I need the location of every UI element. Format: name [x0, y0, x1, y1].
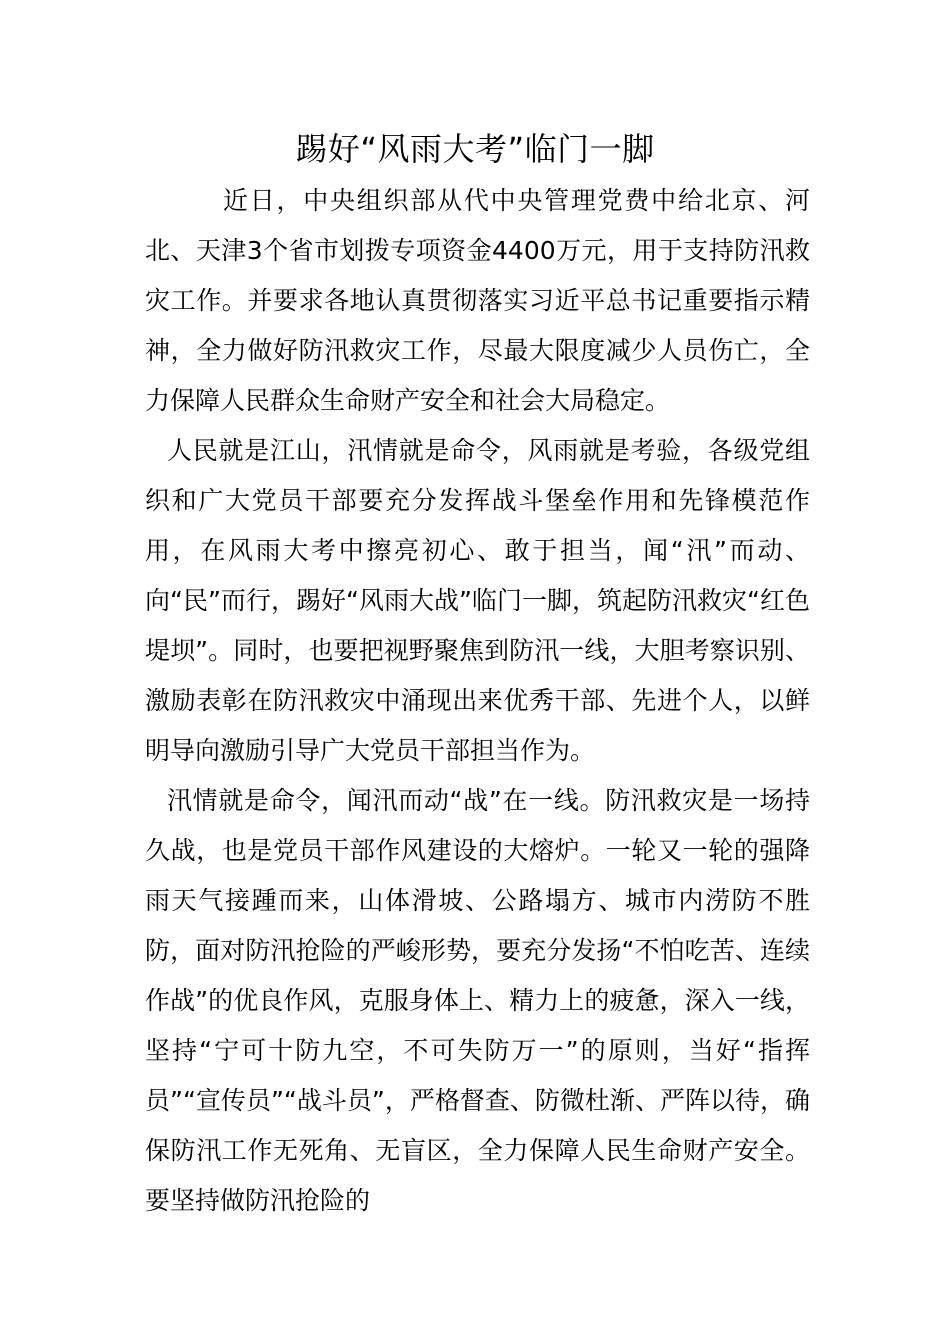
document-body [145, 176, 810, 1226]
document-title: 踢好“风雨大考”临门一脚 [295, 130, 655, 168]
paragraph-3: 汛情就是命令，闻汛而动“战”在一线。防汛救灾是一场持久战，也是党员干部作风建设的大熔炉。一轮又一轮的强降雨天气接踵而来，山体滑坡、公路塌方、城市内涝防不胜防，面对防汛抢险的严峻形势，要充分发扬“不怕吃苦、连续作战”的优良作风，克服身体上、精力上的疲惫，深入一线，坚持“宁可十防九空，不可失防万一”的原则，当好“指挥员”“宣传员”“战斗员”，严格督查、防微杜渐、严阵以待，确保防汛工作无死角、无盲区，全力保障人民生命财产安全。要坚持做防汛抢险的 [145, 786, 810, 1215]
paragraph-2: 人民就是江山，汛情就是命令，风雨就是考验，各级党组织和广大党员干部要充分发挥战斗堡垒作用和先锋模范作用，在风雨大考中擦亮初心、敢于担当，闻“汛”而动、向“民”而行，踢好“风雨大战”临门一脚，筑起防汛救灾“红色堤坝”。同时，也要把视野聚焦到防汛一线，大胆考察识别、激励表彰在防汛救灾中涌现出来优秀干部、先进个人，以鲜明导向激励引导广大党员干部担当作为。 [145, 436, 810, 765]
paragraph-1: 近日，中央组织部从代中央管理党费中给北京、河北、天津3个省市划拨专项资金4400万元，用于支持防汛救灾工作。并要求各地认真贯彻落实习近平总书记重要指示精神，全力做好防汛救灾工作，尽最大限度减少人员伤亡，全力保障人民群众生命财产安全和社会大局稳定。 [145, 186, 810, 415]
